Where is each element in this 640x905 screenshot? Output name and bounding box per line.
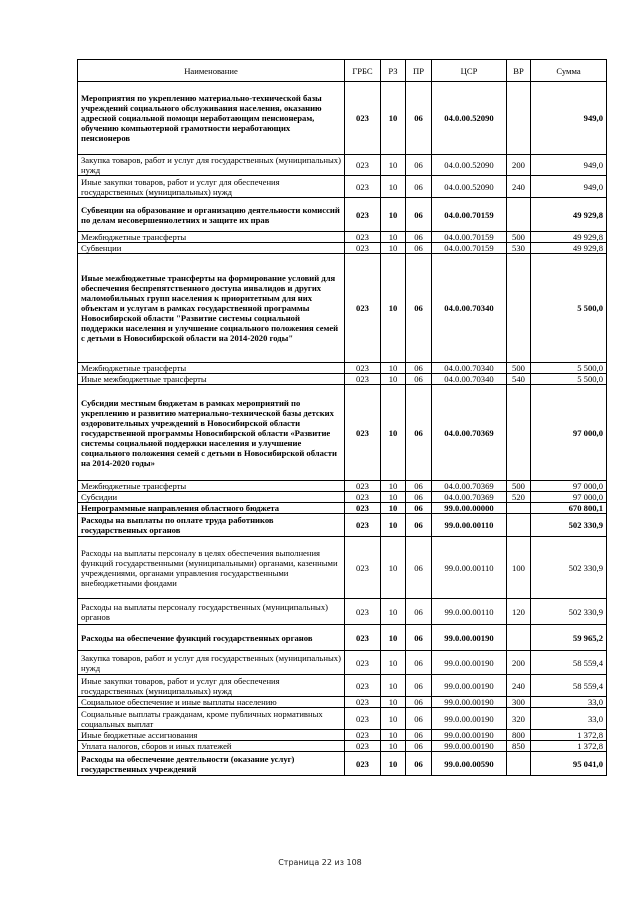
table-row <box>78 155 607 176</box>
table-body <box>78 82 607 776</box>
table-row <box>78 481 607 492</box>
cell-pr: 06 <box>406 363 432 374</box>
cell-pr: 06 <box>406 82 432 155</box>
cell-rz: 10 <box>381 492 406 503</box>
table-row <box>78 503 607 514</box>
cell-vr <box>507 503 531 514</box>
cell-rz: 10 <box>381 481 406 492</box>
page-footer: Страница 22 из 108 <box>278 858 362 867</box>
cell-name: Субсидии <box>78 492 345 503</box>
cell-pr: 06 <box>406 176 432 198</box>
table-row <box>78 374 607 385</box>
table-row <box>78 363 607 374</box>
cell-csr: 99.0.00.00000 <box>432 503 507 514</box>
cell-sum: 1 372,8 <box>531 730 607 741</box>
cell-rz: 10 <box>381 675 406 697</box>
cell-grbs: 023 <box>345 155 381 176</box>
cell-grbs: 023 <box>345 232 381 243</box>
cell-sum: 502 330,9 <box>531 599 607 625</box>
cell-rz: 10 <box>381 514 406 537</box>
cell-csr: 04.0.00.70340 <box>432 363 507 374</box>
cell-grbs: 023 <box>345 697 381 708</box>
table-row <box>78 82 607 155</box>
cell-sum: 97 000,0 <box>531 492 607 503</box>
cell-vr: 240 <box>507 176 531 198</box>
cell-sum: 502 330,9 <box>531 514 607 537</box>
cell-name: Расходы на выплаты по оплате труда работников государственных органов <box>78 514 345 537</box>
cell-name: Иные межбюджетные трансферты на формирование условий для обеспечения беспрепятственного доступа инвалидов и других маломобильных групп населения к приоритетным для них объектам и услугам в рамках государственной программы Новосибирской области "Развитие системы социальной поддержки населения и улучшение социального положения семей с детьми в Новосибирской области на 2014-2020 годы" <box>78 254 345 363</box>
cell-sum: 949,0 <box>531 82 607 155</box>
cell-vr: 850 <box>507 741 531 752</box>
cell-grbs: 023 <box>345 492 381 503</box>
cell-pr: 06 <box>406 697 432 708</box>
cell-sum: 670 800,1 <box>531 503 607 514</box>
cell-grbs: 023 <box>345 730 381 741</box>
cell-sum: 5 500,0 <box>531 363 607 374</box>
cell-sum: 49 929,8 <box>531 243 607 254</box>
header-grbs: ГРБС <box>345 60 381 82</box>
table-row <box>78 492 607 503</box>
cell-csr: 99.0.00.00190 <box>432 741 507 752</box>
cell-pr: 06 <box>406 503 432 514</box>
cell-sum: 49 929,8 <box>531 232 607 243</box>
cell-vr: 120 <box>507 599 531 625</box>
table-row <box>78 730 607 741</box>
cell-pr: 06 <box>406 537 432 599</box>
cell-vr <box>507 514 531 537</box>
cell-sum: 97 000,0 <box>531 481 607 492</box>
cell-grbs: 023 <box>345 385 381 481</box>
table-row <box>78 651 607 675</box>
cell-vr: 240 <box>507 675 531 697</box>
cell-grbs: 023 <box>345 374 381 385</box>
cell-rz: 10 <box>381 243 406 254</box>
cell-pr: 06 <box>406 599 432 625</box>
table-row <box>78 537 607 599</box>
cell-name: Расходы на обеспечение деятельности (оказание услуг) государственных учреждений <box>78 752 345 776</box>
cell-rz: 10 <box>381 254 406 363</box>
cell-rz: 10 <box>381 697 406 708</box>
cell-csr: 99.0.00.00110 <box>432 537 507 599</box>
cell-sum: 58 559,4 <box>531 675 607 697</box>
cell-rz: 10 <box>381 82 406 155</box>
cell-name: Непрограммные направления областного бюджета <box>78 503 345 514</box>
cell-vr <box>507 254 531 363</box>
cell-vr: 300 <box>507 697 531 708</box>
cell-rz: 10 <box>381 599 406 625</box>
cell-sum: 1 372,8 <box>531 741 607 752</box>
table-row <box>78 741 607 752</box>
cell-pr: 06 <box>406 243 432 254</box>
cell-pr: 06 <box>406 708 432 730</box>
cell-rz: 10 <box>381 651 406 675</box>
cell-vr <box>507 625 531 651</box>
cell-grbs: 023 <box>345 198 381 232</box>
cell-pr: 06 <box>406 155 432 176</box>
cell-vr <box>507 82 531 155</box>
cell-pr: 06 <box>406 651 432 675</box>
cell-vr <box>507 752 531 776</box>
cell-grbs: 023 <box>345 514 381 537</box>
header-sum: Сумма <box>531 60 607 82</box>
cell-pr: 06 <box>406 752 432 776</box>
table-row <box>78 708 607 730</box>
cell-csr: 04.0.00.70340 <box>432 254 507 363</box>
cell-sum: 5 500,0 <box>531 254 607 363</box>
table-row <box>78 625 607 651</box>
table-row <box>78 176 607 198</box>
cell-name: Мероприятия по укреплению материально-технической базы учреждений социального обслуживания населения, оказанию адресной социальной помощи неработающим пенсионерам, обучению компьютерной грамотности неработающих пенсионеров <box>78 82 345 155</box>
cell-grbs: 023 <box>345 243 381 254</box>
cell-name: Закупка товаров, работ и услуг для государственных (муниципальных) нужд <box>78 651 345 675</box>
cell-rz: 10 <box>381 363 406 374</box>
cell-csr: 04.0.00.70369 <box>432 492 507 503</box>
cell-sum: 33,0 <box>531 708 607 730</box>
cell-name: Иные бюджетные ассигнования <box>78 730 345 741</box>
cell-rz: 10 <box>381 198 406 232</box>
cell-grbs: 023 <box>345 537 381 599</box>
cell-name: Субвенции <box>78 243 345 254</box>
table-row <box>78 514 607 537</box>
cell-name: Субвенции на образование и организацию деятельности комиссий по делам несовершеннолетних и защите их прав <box>78 198 345 232</box>
cell-grbs: 023 <box>345 254 381 363</box>
cell-pr: 06 <box>406 198 432 232</box>
header-name: Наименование <box>78 60 345 82</box>
cell-sum: 97 000,0 <box>531 385 607 481</box>
cell-csr: 99.0.00.00190 <box>432 730 507 741</box>
cell-sum: 33,0 <box>531 697 607 708</box>
cell-csr: 04.0.00.70369 <box>432 385 507 481</box>
cell-name: Расходы на выплаты персоналу государственных (муниципальных) органов <box>78 599 345 625</box>
cell-name: Межбюджетные трансферты <box>78 232 345 243</box>
cell-vr: 530 <box>507 243 531 254</box>
cell-csr: 04.0.00.70159 <box>432 243 507 254</box>
cell-rz: 10 <box>381 385 406 481</box>
cell-sum: 95 041,0 <box>531 752 607 776</box>
table-row <box>78 675 607 697</box>
cell-vr: 500 <box>507 232 531 243</box>
table-row <box>78 697 607 708</box>
cell-name: Иные закупки товаров, работ и услуг для обеспечения государственных (муниципальных) нужд <box>78 176 345 198</box>
cell-csr: 04.0.00.70159 <box>432 198 507 232</box>
cell-name: Социальное обеспечение и иные выплаты населению <box>78 697 345 708</box>
cell-csr: 99.0.00.00190 <box>432 675 507 697</box>
header-rz: РЗ <box>381 60 406 82</box>
cell-csr: 99.0.00.00190 <box>432 708 507 730</box>
cell-rz: 10 <box>381 708 406 730</box>
cell-vr: 800 <box>507 730 531 741</box>
table-row <box>78 198 607 232</box>
cell-vr: 500 <box>507 363 531 374</box>
cell-rz: 10 <box>381 752 406 776</box>
cell-grbs: 023 <box>345 675 381 697</box>
cell-sum: 58 559,4 <box>531 651 607 675</box>
cell-sum: 59 965,2 <box>531 625 607 651</box>
cell-vr: 100 <box>507 537 531 599</box>
cell-name: Субсидии местным бюджетам в рамках мероприятий по укреплению и развитию материально-технической базы детских оздоровительных учреждений в Новосибирской области государственной программы Новосибирской области «Развитие системы социальной поддержки населения и улучшение социального положения семей с детьми в Новосибирской области на 2014-2020 годы» <box>78 385 345 481</box>
cell-csr: 99.0.00.00190 <box>432 625 507 651</box>
cell-csr: 99.0.00.00190 <box>432 697 507 708</box>
cell-grbs: 023 <box>345 363 381 374</box>
cell-pr: 06 <box>406 741 432 752</box>
header-pr: ПР <box>406 60 432 82</box>
cell-grbs: 023 <box>345 599 381 625</box>
cell-grbs: 023 <box>345 625 381 651</box>
table-row <box>78 243 607 254</box>
cell-sum: 949,0 <box>531 155 607 176</box>
cell-grbs: 023 <box>345 708 381 730</box>
cell-vr <box>507 198 531 232</box>
cell-grbs: 023 <box>345 481 381 492</box>
cell-rz: 10 <box>381 537 406 599</box>
budget-table <box>77 59 607 776</box>
table-row <box>78 385 607 481</box>
cell-csr: 04.0.00.52090 <box>432 176 507 198</box>
cell-sum: 49 929,8 <box>531 198 607 232</box>
cell-vr: 320 <box>507 708 531 730</box>
cell-name: Закупка товаров, работ и услуг для государственных (муниципальных) нужд <box>78 155 345 176</box>
cell-sum: 502 330,9 <box>531 537 607 599</box>
cell-pr: 06 <box>406 514 432 537</box>
cell-csr: 04.0.00.52090 <box>432 155 507 176</box>
cell-name: Межбюджетные трансферты <box>78 481 345 492</box>
cell-grbs: 023 <box>345 741 381 752</box>
cell-name: Межбюджетные трансферты <box>78 363 345 374</box>
cell-grbs: 023 <box>345 176 381 198</box>
table-row <box>78 752 607 776</box>
header-vr: ВР <box>507 60 531 82</box>
cell-vr: 200 <box>507 651 531 675</box>
cell-rz: 10 <box>381 374 406 385</box>
cell-pr: 06 <box>406 254 432 363</box>
table-header-row <box>78 60 607 82</box>
cell-csr: 99.0.00.00110 <box>432 514 507 537</box>
cell-pr: 06 <box>406 675 432 697</box>
cell-name: Иные межбюджетные трансферты <box>78 374 345 385</box>
cell-pr: 06 <box>406 625 432 651</box>
cell-csr: 99.0.00.00190 <box>432 651 507 675</box>
cell-csr: 04.0.00.70159 <box>432 232 507 243</box>
cell-grbs: 023 <box>345 752 381 776</box>
cell-rz: 10 <box>381 176 406 198</box>
cell-grbs: 023 <box>345 503 381 514</box>
cell-pr: 06 <box>406 374 432 385</box>
cell-name: Расходы на выплаты персоналу в целях обеспечения выполнения функций государственными (муниципальными) органами, казенными учреждениями, органами управления государственными внебюджетными фондами <box>78 537 345 599</box>
cell-pr: 06 <box>406 385 432 481</box>
cell-rz: 10 <box>381 503 406 514</box>
cell-csr: 99.0.00.00110 <box>432 599 507 625</box>
cell-name: Уплата налогов, сборов и иных платежей <box>78 741 345 752</box>
header-csr: ЦСР <box>432 60 507 82</box>
cell-rz: 10 <box>381 155 406 176</box>
cell-rz: 10 <box>381 741 406 752</box>
cell-csr: 04.0.00.52090 <box>432 82 507 155</box>
cell-grbs: 023 <box>345 82 381 155</box>
table-row <box>78 599 607 625</box>
cell-rz: 10 <box>381 232 406 243</box>
cell-grbs: 023 <box>345 651 381 675</box>
cell-name: Расходы на обеспечение функций государственных органов <box>78 625 345 651</box>
table-row <box>78 232 607 243</box>
cell-name: Социальные выплаты гражданам, кроме публичных нормативных социальных выплат <box>78 708 345 730</box>
cell-csr: 04.0.00.70340 <box>432 374 507 385</box>
table-row <box>78 254 607 363</box>
cell-name: Иные закупки товаров, работ и услуг для обеспечения государственных (муниципальных) нужд <box>78 675 345 697</box>
cell-vr: 500 <box>507 481 531 492</box>
cell-sum: 5 500,0 <box>531 374 607 385</box>
cell-pr: 06 <box>406 481 432 492</box>
cell-pr: 06 <box>406 492 432 503</box>
cell-sum: 949,0 <box>531 176 607 198</box>
cell-csr: 04.0.00.70369 <box>432 481 507 492</box>
cell-rz: 10 <box>381 730 406 741</box>
cell-vr <box>507 385 531 481</box>
cell-rz: 10 <box>381 625 406 651</box>
cell-pr: 06 <box>406 730 432 741</box>
cell-vr: 540 <box>507 374 531 385</box>
cell-csr: 99.0.00.00590 <box>432 752 507 776</box>
cell-vr: 520 <box>507 492 531 503</box>
cell-pr: 06 <box>406 232 432 243</box>
cell-vr: 200 <box>507 155 531 176</box>
